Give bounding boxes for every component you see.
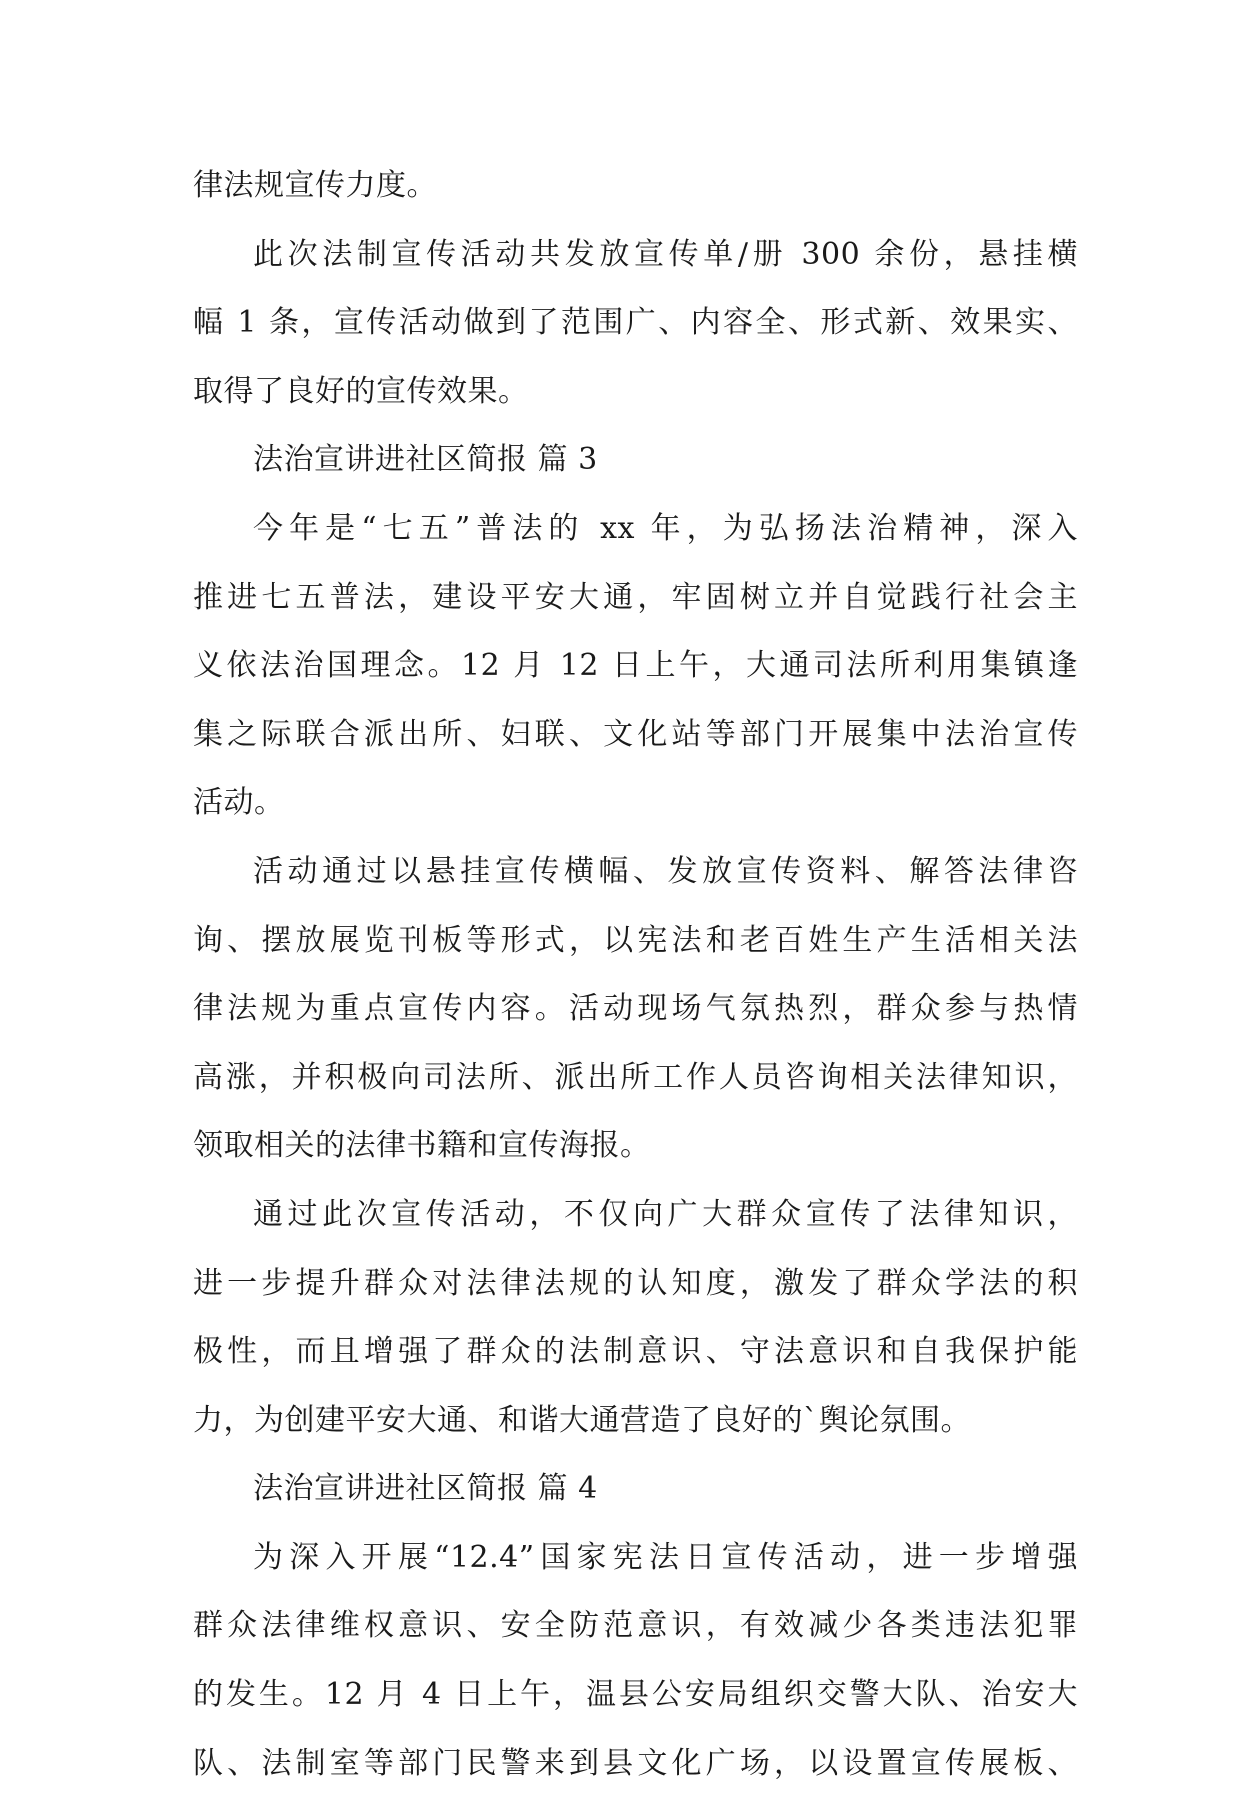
- text-line: 集之际联合派出所、妇联、文化站等部门开展集中法治宣传: [193, 716, 1078, 752]
- text-line: 高涨，并积极向司法所、派出所工作人员咨询相关法律知识，: [193, 1059, 1078, 1095]
- text-line: 的发生。12 月 4 日上午，温县公安局组织交警大队、治安大: [193, 1677, 1078, 1713]
- text-line: 推进七五普法，建设平安大通，牢固树立并自觉践行社会主: [193, 579, 1078, 615]
- section-heading: 法治宣讲进社区简报 篇 4: [253, 1471, 598, 1507]
- text-line: 幅 1 条，宣传活动做到了范围广、内容全、形式新、效果实、: [193, 305, 1078, 341]
- text-line: 律法规宣传力度。: [193, 168, 437, 203]
- text-line: 活动。: [193, 785, 285, 821]
- text-line: 取得了良好的宣传效果。: [193, 373, 529, 409]
- text-line: 此次法制宣传活动共发放宣传单/册 300 余份，悬挂横: [253, 236, 1078, 272]
- text-line: 进一步提升群众对法律法规的认知度，激发了群众学法的积: [193, 1265, 1078, 1301]
- text-line: 领取相关的法律书籍和宣传海报。: [193, 1128, 651, 1164]
- text-line: 义依法治国理念。12 月 12 日上午，大通司法所利用集镇逢: [193, 648, 1078, 684]
- text-line: 为深入开展“12.4”国家宪法日宣传活动，进一步增强: [253, 1539, 1078, 1575]
- text-line: 队、法制室等部门民警来到县文化广场，以设置宣传展板、: [193, 1745, 1078, 1781]
- text-line: 活动通过以悬挂宣传横幅、发放宣传资料、解答法律咨: [253, 853, 1078, 889]
- document-page: [193, 152, 1078, 1798]
- section-heading: 法治宣讲进社区简报 篇 3: [253, 442, 598, 478]
- text-line: 力，为创建平安大通、和谐大通营造了良好的`舆论氛围。: [193, 1402, 971, 1438]
- text-line: 今年是“七五”普法的 xx 年，为弘扬法治精神，深入: [253, 510, 1078, 546]
- text-line: 极性，而且增强了群众的法制意识、守法意识和自我保护能: [193, 1334, 1078, 1370]
- text-line: 询、摆放展览刊板等形式，以宪法和老百姓生产生活相关法: [193, 922, 1078, 958]
- text-line: 通过此次宣传活动，不仅向广大群众宣传了法律知识，: [253, 1196, 1078, 1232]
- text-line: 群众法律维权意识、安全防范意识，有效减少各类违法犯罪: [193, 1608, 1078, 1644]
- text-line: 律法规为重点宣传内容。活动现场气氛热烈，群众参与热情: [193, 991, 1078, 1027]
